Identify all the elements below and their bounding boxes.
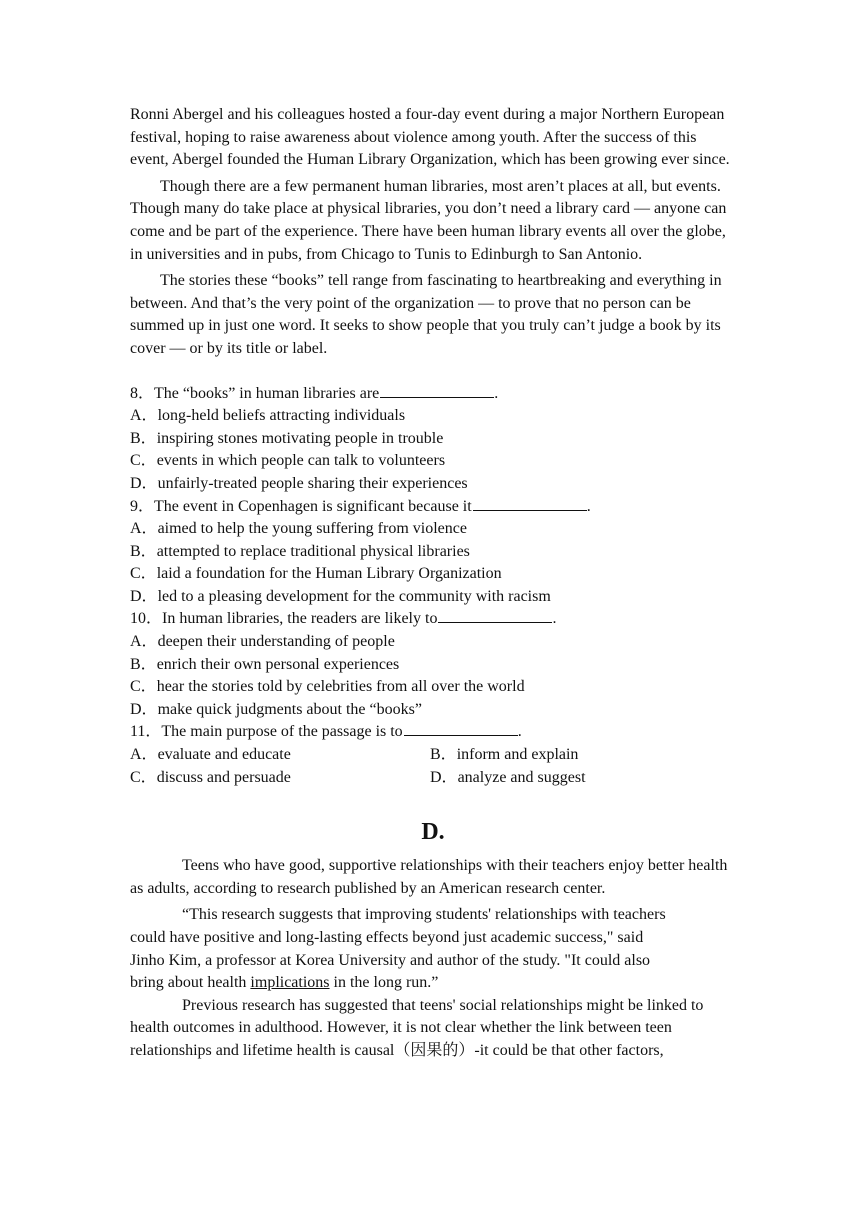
question-8-stem: 8．The “books” in human libraries are	[130, 384, 380, 402]
option-c[interactable]	[130, 676, 736, 699]
option-a[interactable]	[130, 405, 736, 428]
option-text: attempted to replace traditional physical libraries	[156, 542, 470, 560]
option-text: analyze and suggest	[457, 768, 586, 786]
answer-blank	[438, 608, 552, 623]
option-text: inform and explain	[456, 746, 579, 764]
option-letter: B．	[130, 429, 157, 447]
option-letter: D．	[130, 587, 158, 605]
option-letter: D．	[130, 474, 158, 492]
option-c[interactable]	[130, 563, 736, 586]
option-letter: A．	[130, 520, 158, 538]
option-d[interactable]	[130, 699, 736, 722]
question-10-tail: .	[552, 610, 557, 628]
option-letter: C．	[130, 565, 157, 583]
option-d[interactable]	[130, 473, 736, 496]
question-8-tail: .	[494, 384, 499, 402]
option-a[interactable]	[130, 631, 736, 654]
option-b[interactable]	[130, 654, 736, 677]
option-row	[130, 744, 736, 767]
question-8	[130, 383, 736, 496]
question-10	[130, 608, 736, 721]
passage-c-paragraph-1: Ronni Abergel and his colleagues hosted a four-day event during a major Northern European festival, hoping to raise awareness about violence among youth. After the success of this event, Abergel founded the Human Library Organization, which has been growing ever since.	[130, 106, 730, 169]
option-text: hear the stories told by celebrities from all over the world	[156, 678, 525, 696]
question-9	[130, 496, 736, 609]
paragraph-line: could have positive and long-lasting effects beyond just academic success," said	[130, 929, 644, 946]
question-11-tail: .	[517, 723, 522, 741]
option-letter: A．	[130, 746, 158, 764]
option-text: enrich their own personal experiences	[156, 655, 400, 673]
answer-blank	[404, 721, 518, 736]
text-segment: in the long run.”	[329, 974, 439, 992]
question-stem	[130, 608, 736, 631]
question-stem	[130, 721, 736, 744]
option-d[interactable]	[130, 586, 736, 609]
section-d-paragraph-3: Previous research has suggested that teens' social relationships might be linked to health outcomes in adulthood. However, it is not clear whether the link between teen relationships and lifetime health is causal（因果的）-it could be that other factors,	[130, 996, 704, 1059]
option-a[interactable]	[130, 744, 430, 767]
section-title: D.	[421, 819, 445, 846]
option-letter: D．	[130, 700, 158, 718]
text-segment: bring about health	[130, 974, 251, 992]
option-letter: D．	[430, 768, 458, 786]
question-9-tail: .	[586, 497, 591, 515]
option-text: long-held beliefs attracting individuals	[157, 407, 406, 425]
option-a[interactable]	[130, 518, 736, 541]
paragraph-line	[130, 972, 736, 995]
section-d-paragraph-1: Teens who have good, supportive relationships with their teachers enjoy better health as adults, according to research published by an American research center.	[130, 857, 728, 897]
option-c[interactable]	[130, 450, 736, 473]
option-letter: A．	[130, 633, 158, 651]
option-text: events in which people can talk to volunteers	[156, 452, 446, 470]
option-b[interactable]	[430, 744, 730, 767]
option-text: led to a pleasing development for the community with racism	[157, 587, 551, 605]
question-stem	[130, 383, 736, 406]
option-c[interactable]	[130, 767, 430, 790]
option-text: laid a foundation for the Human Library Organization	[156, 565, 502, 583]
question-stem	[130, 496, 736, 519]
option-letter: B．	[430, 746, 457, 764]
question-10-stem: 10．In human libraries, the readers are likely to	[130, 610, 438, 628]
passage-c-paragraph-2: Though there are a few permanent human libraries, most aren’t places at all, but events. Though many do take place at physical libraries, you don’t need a library card — anyone can come and be part of the experience. There have been human library events all over the globe, in universities and in pubs, from Chicago to Tunis to Edinburgh to San Antonio.	[130, 177, 727, 263]
question-11-stem: 11．The main purpose of the passage is to	[130, 723, 403, 741]
option-row	[130, 767, 736, 790]
option-letter: C．	[130, 678, 157, 696]
answer-blank	[380, 383, 494, 398]
option-letter: A．	[130, 407, 158, 425]
option-letter: C．	[130, 452, 157, 470]
option-d[interactable]	[430, 767, 730, 790]
passage-c-paragraph-3: The stories these “books” tell range from fascinating to heartbreaking and everything in between. And that’s the very point of the organization — to prove that no person can be summed up in just one word. It seeks to show people that you truly can’t judge a book by its cover — or by its title or label.	[130, 272, 722, 357]
answer-blank	[473, 496, 587, 511]
paragraph-line: “This research suggests that improving students' relationships with teachers	[182, 906, 666, 924]
option-letter: B．	[130, 655, 157, 673]
option-text: deepen their understanding of people	[157, 633, 395, 651]
option-letter: C．	[130, 768, 157, 786]
option-text: evaluate and educate	[157, 746, 291, 764]
option-text: make quick judgments about the “books”	[157, 700, 422, 718]
option-text: aimed to help the young suffering from violence	[157, 520, 467, 538]
option-b[interactable]	[130, 428, 736, 451]
option-text: inspiring stones motivating people in trouble	[156, 429, 444, 447]
underlined-word: implications	[250, 974, 330, 992]
question-11	[130, 721, 736, 789]
option-letter: B．	[130, 542, 157, 560]
question-9-stem: 9．The event in Copenhagen is significant because it	[130, 497, 472, 515]
paragraph-line: Jinho Kim, a professor at Korea University and author of the study. "It could also	[130, 951, 651, 969]
spacer	[130, 365, 736, 383]
document-page	[130, 104, 736, 1067]
option-text: discuss and persuade	[156, 768, 291, 786]
option-text: unfairly-treated people sharing their experiences	[157, 474, 468, 492]
option-b[interactable]	[130, 541, 736, 564]
section-d-paragraph-2	[130, 904, 736, 994]
